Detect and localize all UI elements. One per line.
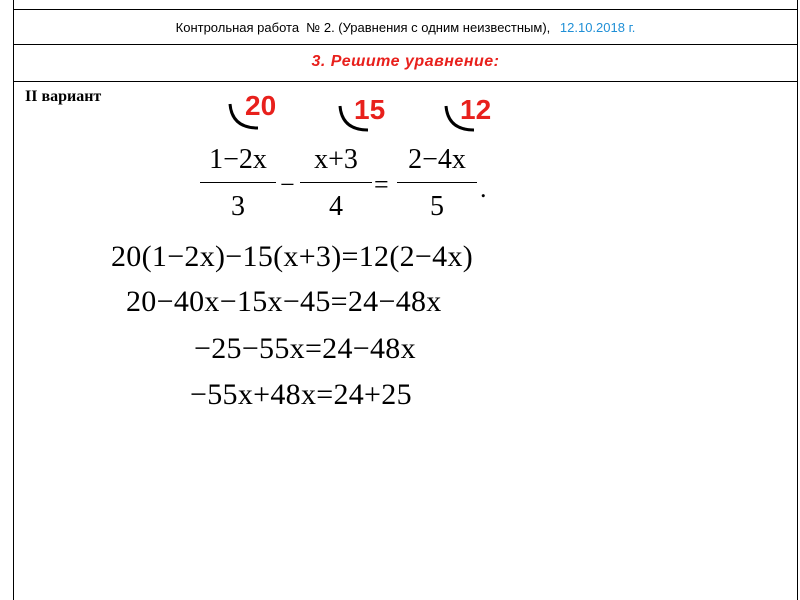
multiplier-1: 20 — [245, 90, 277, 121]
multiplier-2: 15 — [354, 94, 386, 125]
equals-sign: = — [374, 170, 389, 199]
fraction-2-numerator: x+3 — [314, 144, 358, 175]
variant-label: II вариант — [25, 88, 102, 105]
fraction-3 — [397, 146, 477, 221]
fraction-1-numerator: 1−2x — [209, 144, 267, 175]
worksheet-header — [14, 9, 797, 45]
solution-step-1: 20(1−2x)−15(x+3)=12(2−4x) — [111, 240, 474, 273]
task-title: 3. Решите уравнение: — [14, 43, 797, 82]
fraction-2 — [300, 146, 372, 221]
solution-step-4: −55x+48x=24+25 — [190, 378, 412, 411]
worksheet-table — [13, 0, 798, 600]
solution-step-2: 20−40x−15x−45=24−48x — [126, 285, 442, 318]
fraction-2-denominator: 4 — [329, 191, 343, 222]
solution-step-3: −25−55x=24−48x — [194, 332, 416, 365]
fraction-1 — [200, 146, 276, 221]
fraction-3-numerator: 2−4x — [408, 144, 466, 175]
period: . — [480, 174, 487, 203]
fraction-1-denominator: 3 — [231, 191, 245, 222]
header-date: 12.10.2018 г. — [559, 19, 636, 35]
multiplier-3: 12 — [460, 94, 492, 125]
header-title: Контрольная работа № 2. (Уравнения с одним неизвестным), — [175, 19, 554, 35]
minus-sign: − — [280, 170, 295, 199]
fraction-3-denominator: 5 — [430, 191, 444, 222]
